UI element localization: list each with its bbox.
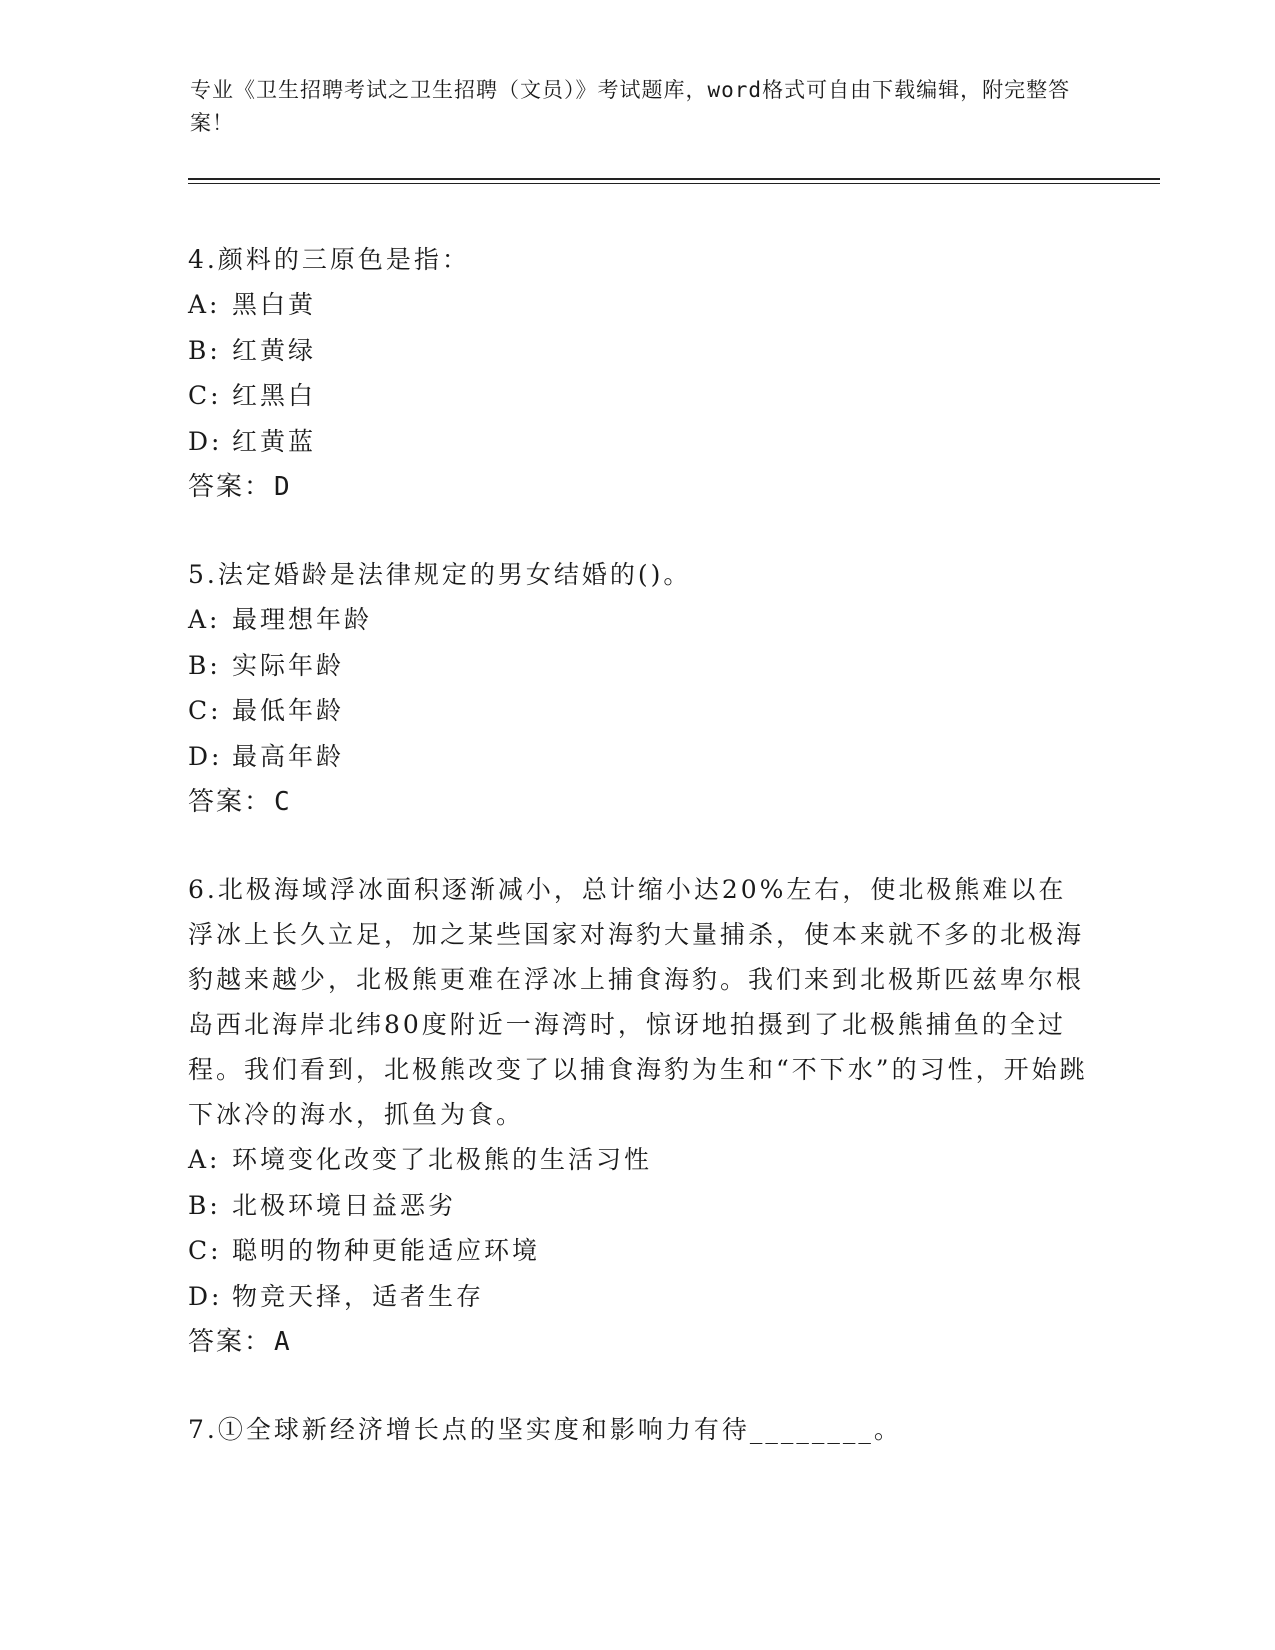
question-4	[188, 237, 1088, 510]
question-7	[188, 1407, 1088, 1452]
option-c	[188, 1228, 1088, 1274]
answer-label: 答案：	[188, 787, 273, 817]
option-text: 最低年龄	[232, 696, 345, 725]
answer-line	[188, 1319, 1088, 1365]
option-letter: D:	[188, 426, 223, 456]
question-list	[188, 237, 1088, 1494]
answer-line	[188, 464, 1088, 510]
option-text: 物竞天择，适者生存	[232, 1281, 485, 1311]
option-a	[188, 1137, 1088, 1183]
question-6	[188, 867, 1088, 1365]
option-letter: C:	[188, 1236, 222, 1265]
answer-line	[188, 779, 1088, 825]
option-text: 最高年龄	[232, 741, 345, 771]
option-letter: D:	[188, 1281, 223, 1311]
option-c	[188, 688, 1088, 734]
option-b	[188, 643, 1088, 689]
option-letter: B:	[188, 335, 221, 365]
answer-value: C	[274, 787, 292, 817]
header-divider	[188, 178, 1160, 180]
question-stem: 4.颜料的三原色是指：	[188, 245, 470, 274]
option-letter: A:	[188, 1145, 221, 1174]
option-b	[188, 1183, 1088, 1229]
option-text: 红黄绿	[232, 335, 317, 365]
option-c	[188, 373, 1088, 419]
option-letter: D:	[188, 741, 223, 771]
option-d	[188, 734, 1088, 780]
question-5	[188, 552, 1088, 825]
option-text: 红黄蓝	[232, 426, 317, 456]
option-text: 红黑白	[232, 381, 317, 410]
question-stem: 5.法定婚龄是法律规定的男女结婚的()。	[188, 560, 692, 589]
option-text: 环境变化改变了北极熊的生活习性	[232, 1145, 653, 1174]
option-text: 聪明的物种更能适应环境	[232, 1236, 541, 1265]
option-letter: A:	[188, 290, 221, 319]
document-header: 专业《卫生招聘考试之卫生招聘（文员）》考试题库，word格式可自由下载编辑，附完整答案！	[190, 78, 1071, 135]
header-divider-thin	[188, 183, 1160, 184]
answer-label: 答案：	[188, 472, 273, 502]
option-text: 黑白黄	[232, 290, 317, 319]
option-letter: C:	[188, 696, 222, 725]
option-b	[188, 328, 1088, 374]
option-a	[188, 597, 1088, 643]
answer-value: D	[274, 472, 292, 502]
question-stem: 6.北极海域浮冰面积逐渐减小，总计缩小达20%左右，使北极熊难以在浮冰上长久立足，加之某些国家对海豹大量捕杀，使本来就不多的北极海豹越来越少，北极熊更难在浮冰上捕食海豹。我们来到北极斯匹兹卑尔根岛西北海岸北纬80度附近一海湾时，惊讶地拍摄到了北极熊捕鱼的全过程。我们看到，北极熊改变了以捕食海豹为生和“不下水”的习性，开始跳下冰冷的海水，抓鱼为食。	[188, 875, 1088, 1129]
answer-label: 答案：	[188, 1327, 273, 1357]
option-letter: B:	[188, 1190, 221, 1220]
option-text: 实际年龄	[232, 650, 345, 680]
option-d	[188, 419, 1088, 465]
option-text: 最理想年龄	[232, 605, 373, 634]
option-letter: B:	[188, 650, 221, 680]
option-a	[188, 282, 1088, 328]
question-stem: 7.①全球新经济增长点的坚实度和影响力有待________。	[188, 1415, 902, 1444]
option-text: 北极环境日益恶劣	[232, 1190, 457, 1220]
option-d	[188, 1274, 1088, 1320]
option-letter: C:	[188, 381, 222, 410]
option-letter: A:	[188, 605, 221, 634]
answer-value: A	[274, 1327, 292, 1357]
